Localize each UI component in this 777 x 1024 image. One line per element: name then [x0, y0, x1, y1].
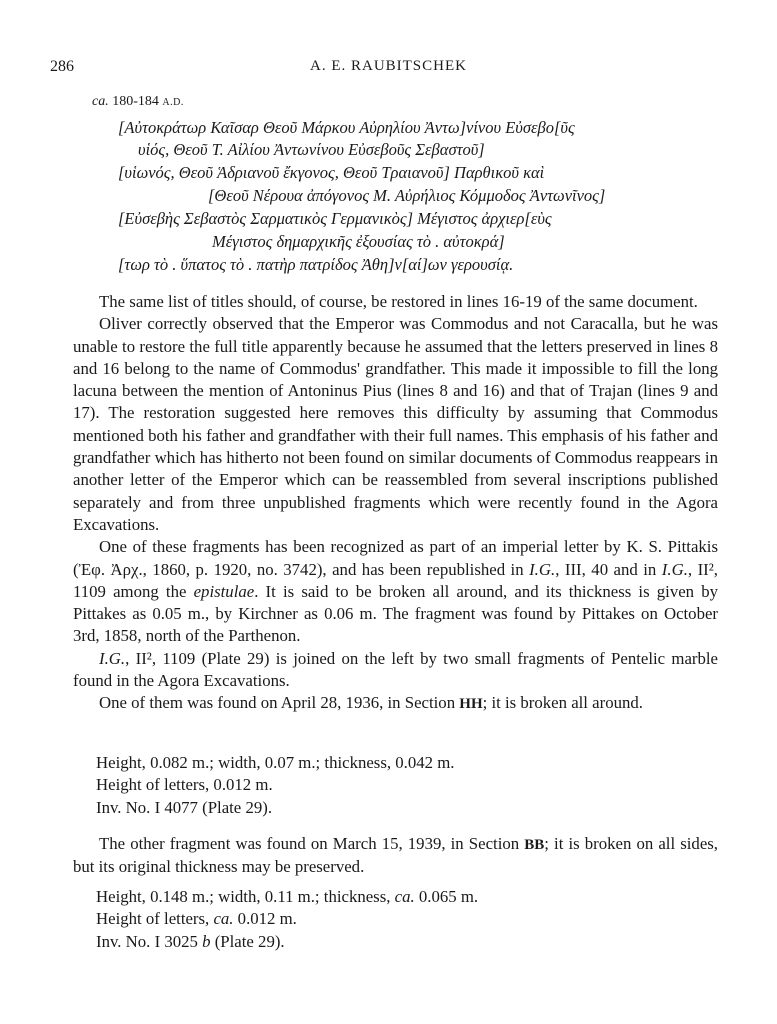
greek-line: [τωρ τὸ . ὕπατος τὸ . πατὴρ πατρίδος Ἀθη]ν[αί]ων γερουσίᾳ.: [118, 255, 514, 274]
paragraph: I.G., II², 1109 (Plate 29) is joined on the left by two small fragments of Pentelic marble found in the Agora Excavations.: [73, 648, 718, 691]
date-era: A.D.: [162, 97, 184, 108]
greek-line: υἱός, Θεοῦ Τ. Αἰλίου Ἀντωνίνου Εὐσεβοῦς Σεβαστοῦ]: [138, 140, 485, 159]
fragment-2-inventory: Inv. No. I 3025 b (Plate 29).: [96, 931, 285, 951]
greek-line: [Αὐτοκράτωρ Καῖσαρ Θεοῦ Μάρκου Αὐρηλίου Ἀντω]νίνου Εὐσεβο[ῦς: [118, 118, 575, 137]
body-text: [73, 291, 718, 716]
date-label: [92, 94, 184, 110]
greek-line: [υἱωνός, Θεοῦ Ἁδριανοῦ ἔκγονος, Θεοῦ Τραιανοῦ] Παρθικοῦ καὶ: [118, 163, 545, 182]
fragment-1-specs: [96, 752, 454, 819]
page-number: 286: [50, 58, 74, 75]
fragment-2-specs: [96, 886, 478, 953]
paragraph: Oliver correctly observed that the Emperor was Commodus and not Caracalla, but he was unable to restore the full title apparently because he assumed that the letters preserved in lines 8 and 16 belong to the name of Commodus' grandfather. This made it impossible to fill the long lacuna between the mention of Antoninus Pius (lines 8 and 16) and that of Trajan (lines 9 and 17). The restoration suggested here removes this difficulty by assuming that Commodus mentioned both his father and grandfather with their full names. This emphasis of his father and grandfather which has hitherto not been found on similar documents of Commodus reappears in another letter of the Emperor which can be reassembled from several inscriptions published separately and from three unpublished fragments which were recently found in the Agora Excavations.: [73, 314, 718, 534]
paragraph: The same list of titles should, of course, be restored in lines 16-19 of the same document.: [99, 292, 698, 311]
fragment-2-dimensions: Height, 0.148 m.; width, 0.11 m.; thickness, ca. 0.065 m.: [96, 887, 479, 906]
paragraph: The other fragment was found on March 15, 1939, in Section BB; it is broken on all sides, but its original thickness may be preserved.: [73, 834, 718, 877]
greek-line: [Εὐσεβὴς Σεβαστὸς Σαρματικὸς Γερμανικὸς] Μέγιστος ἀρχιερ[εὺς: [118, 209, 552, 228]
fragment-1-inventory: Inv. No. I 4077 (Plate 29).: [96, 797, 273, 817]
paragraph: One of them was found on April 28, 1936, in Section HH; it is broken all around.: [99, 693, 643, 713]
date-range: 180-184: [112, 94, 159, 109]
date-ca: ca.: [92, 94, 109, 109]
body-text-2: [73, 833, 718, 879]
fragment-2-letter-height: Height of letters, ca. 0.012 m.: [96, 909, 297, 929]
fragment-1-letter-height: Height of letters, 0.012 m.: [96, 775, 273, 795]
greek-line: [Θεοῦ Νέρουα ἀπόγονος Μ. Αὐρήλιος Κόμμοδος Ἀντωνῖνος]: [208, 186, 606, 205]
running-head: A. E. RAUBITSCHEK: [309, 58, 467, 74]
fragment-1-dimensions: Height, 0.082 m.; width, 0.07 m.; thickness, 0.042 m.: [96, 753, 455, 772]
greek-line: Μέγιστος δημαρχικῆς ἐξουσίας τὸ . αὐτοκρά]: [212, 232, 505, 251]
paragraph: One of these fragments has been recognized as part of an imperial letter by K. S. Pittakis (Ἐφ. Ἀρχ., 1860, p. 1920, no. 3742), and has been republished in I.G., III, 40 and in I.G., II², 1109 among the epistulae. It is said to be broken all around, and its thickness is given by Pittakes as 0.05 m., by Kirchner as 0.06 m. The fragment was found by Pittakes on October 3rd, 1858, north of the Parthenon.: [73, 537, 718, 646]
